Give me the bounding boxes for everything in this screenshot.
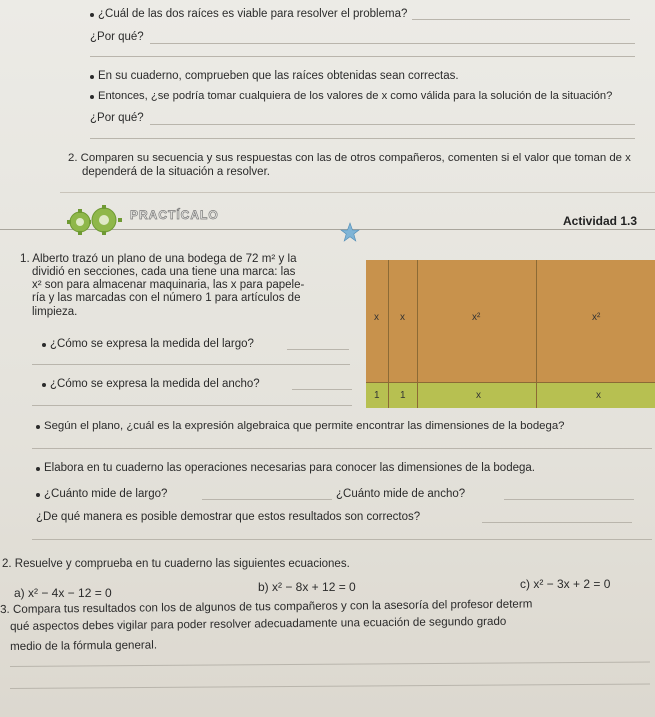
plan-cell-x: x [596, 390, 601, 401]
answer-line [412, 19, 630, 20]
answer-line [292, 389, 352, 390]
question-width-value: ¿Cuánto mide de ancho? [336, 488, 466, 500]
answer-line [504, 499, 634, 500]
plan-cell-one: 1 [400, 390, 406, 401]
bullet [36, 425, 40, 429]
question-demonstrate: ¿De qué manera es posible demostrar que estos resultados son correctos? [36, 511, 421, 523]
problem-1-line5: limpieza. [32, 306, 78, 318]
instruction-operations: Elabora en tu cuaderno las operaciones necesarias para conocer las dimensiones de la bodega. [44, 462, 535, 474]
equation-c: c) x² − 3x + 2 = 0 [520, 577, 611, 591]
bullet [90, 95, 94, 99]
answer-line [32, 448, 652, 449]
instruction-check-roots: En su cuaderno, comprueben que las raíces obtenidas sean correctas. [98, 70, 459, 82]
gears-icon [60, 204, 128, 240]
problem-2-title: 2. Resuelve y comprueba en tu cuaderno las siguientes ecuaciones. [2, 558, 350, 570]
question-any-value: Entonces, ¿se podría tomar cualquiera de los valores de x como válida para la solución de la situación? [98, 90, 613, 102]
problem-3-line2: qué aspectos debes vigilar para poder resolver adecuadamente una ecuación de segundo grado [10, 614, 507, 633]
answer-line [150, 43, 635, 44]
bullet [42, 343, 46, 347]
answer-line [287, 349, 349, 350]
problem-3-line1: 3. Compara tus resultados con los de algunos de tus compañeros y con la asesoría del profesor determ [0, 597, 533, 616]
bullet [36, 493, 40, 497]
question-2-line1: 2. Comparen su secuencia y sus respuestas con las de otros compañeros, comenten si el valor que toman de x [68, 152, 631, 164]
answer-line [32, 364, 350, 365]
answer-line [150, 124, 635, 125]
bullet [90, 75, 94, 79]
problem-1-line3: x² son para almacenar maquinaria, las x para papele- [32, 279, 305, 291]
plan-cell-x: x [476, 390, 481, 401]
bullet [42, 383, 46, 387]
problem-1-line4: ría y las marcadas con el número 1 para artículos de [32, 292, 301, 304]
why-label: ¿Por qué? [90, 31, 144, 43]
problem-3-line3: medio de la fórmula general. [10, 638, 158, 653]
warehouse-floor-plan [366, 260, 655, 408]
answer-line [10, 684, 650, 689]
question-2-line2: dependerá de la situación a resolver. [82, 166, 270, 178]
problem-1-line1: 1. Alberto trazó un plano de una bodega de 72 m² y la [20, 252, 297, 265]
plan-cell-x: x [374, 312, 379, 323]
plan-cell-x-squared: x² [592, 312, 601, 323]
question-width: ¿Cómo se expresa la medida del ancho? [50, 378, 260, 390]
plan-storage-area [366, 260, 655, 382]
answer-line [32, 539, 652, 540]
section-title: PRACTÍCALO [130, 208, 219, 222]
plan-cell-one: 1 [374, 390, 380, 401]
bullet [36, 467, 40, 471]
answer-line [202, 499, 332, 500]
question-expression: Según el plano, ¿cuál es la expresión algebraica que permite encontrar las dimensiones de la bodega? [44, 420, 565, 432]
answer-line [90, 138, 635, 139]
plan-cell-x: x [400, 312, 405, 323]
star-icon [340, 222, 360, 242]
why-label: ¿Por qué? [90, 112, 144, 124]
question-viable-root: ¿Cuál de las dos raíces es viable para resolver el problema? [98, 8, 408, 20]
plan-cell-x-squared: x² [472, 312, 481, 323]
activity-label: Actividad 1.3 [563, 214, 638, 228]
answer-line [32, 405, 352, 406]
plan-cleaning-row [366, 382, 655, 408]
question-length: ¿Cómo se expresa la medida del largo? [50, 338, 254, 350]
problem-1-line2: dividió en secciones, cada una tiene una marca: las [32, 266, 296, 278]
equation-b: b) x² − 8x + 12 = 0 [258, 580, 356, 594]
answer-line [482, 522, 632, 523]
equation-a: a) x² − 4x − 12 = 0 [14, 586, 112, 600]
bullet [90, 13, 94, 17]
question-length-value: ¿Cuánto mide de largo? [44, 488, 168, 500]
answer-line [90, 56, 635, 57]
answer-line [60, 192, 655, 193]
answer-line [10, 662, 650, 667]
